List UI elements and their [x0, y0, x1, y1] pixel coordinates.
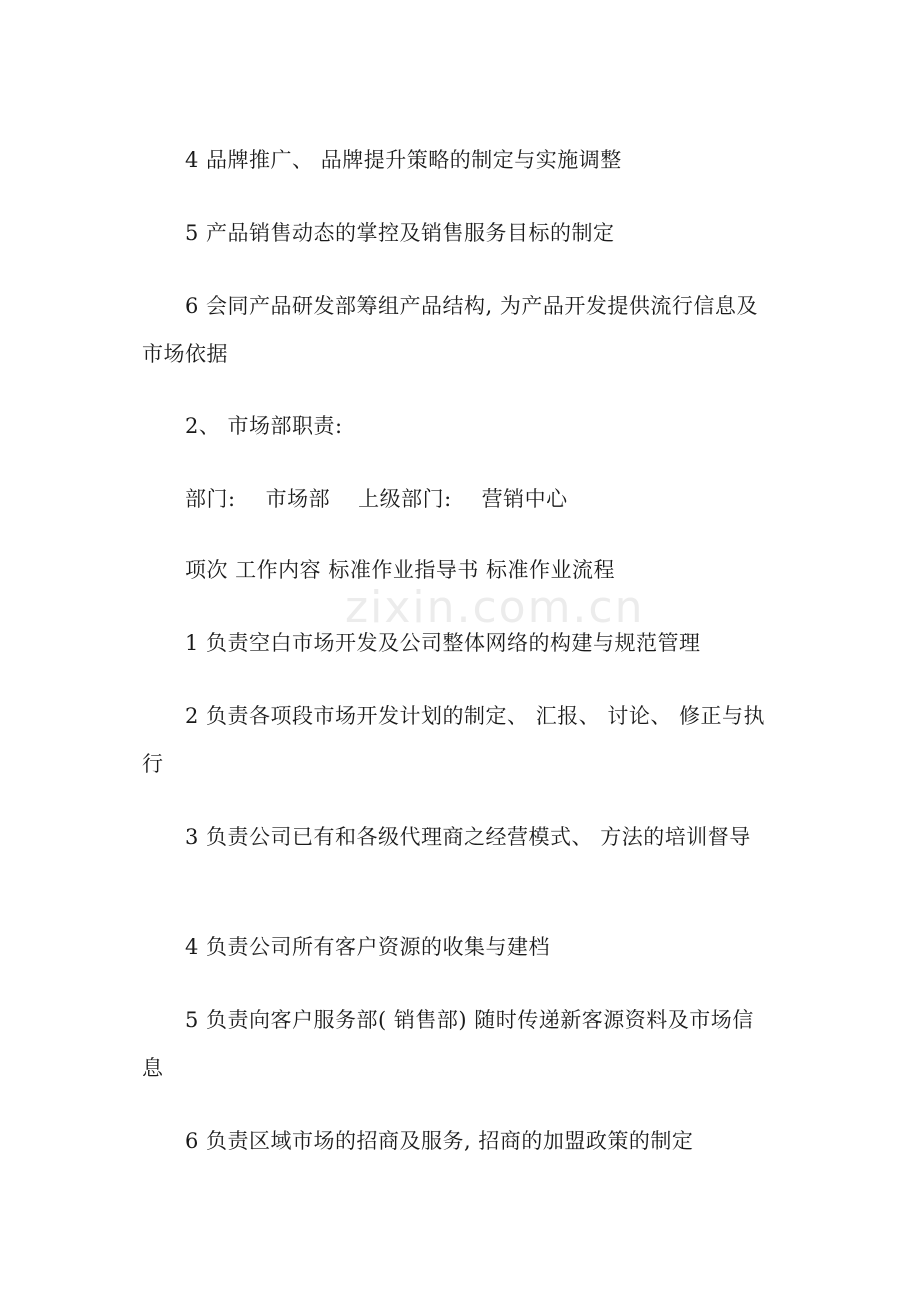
duty-item-6: 6 负责区域市场的招商及服务, 招商的加盟政策的制定 — [185, 1129, 694, 1153]
parent-department-value: 营销中心 — [481, 487, 568, 511]
watermark: zixin.com.cn — [345, 582, 645, 633]
section-heading-market-dept: 2、 市场部职责: — [185, 414, 343, 438]
duty-item-5-cont: 息 — [142, 1056, 164, 1080]
department-value: 市场部 — [265, 487, 331, 511]
item-product-structure: 6 会同产品研发部筹组产品结构, 为产品开发提供流行信息及 — [185, 294, 758, 318]
duty-item-4: 4 负责公司所有客户资源的收集与建档 — [185, 935, 551, 959]
parent-department-label: 上级部门: — [358, 487, 452, 511]
duty-item-5: 5 负责向客户服务部( 销售部) 随时传递新客源资料及市场信 — [185, 1008, 754, 1032]
duty-item-3: 3 负责公司已有和各级代理商之经营模式、 方法的培训督导 — [185, 825, 751, 849]
duty-item-2-cont: 行 — [142, 752, 164, 776]
item-product-structure-cont: 市场依据 — [142, 342, 228, 366]
department-label: 部门: — [185, 487, 236, 511]
duty-item-1: 1 负责空白市场开发及公司整体网络的构建与规范管理 — [185, 631, 701, 655]
table-header-line: 项次 工作内容 标准作业指导书 标准作业流程 — [185, 558, 616, 582]
item-brand-promotion: 4 品牌推广、 品牌提升策略的制定与实施调整 — [185, 148, 622, 172]
duty-item-2: 2 负责各项段市场开发计划的制定、 汇报、 讨论、 修正与执 — [185, 704, 766, 728]
department-info-line — [185, 484, 845, 514]
item-sales-dynamics: 5 产品销售动态的掌控及销售服务目标的制定 — [185, 221, 615, 245]
